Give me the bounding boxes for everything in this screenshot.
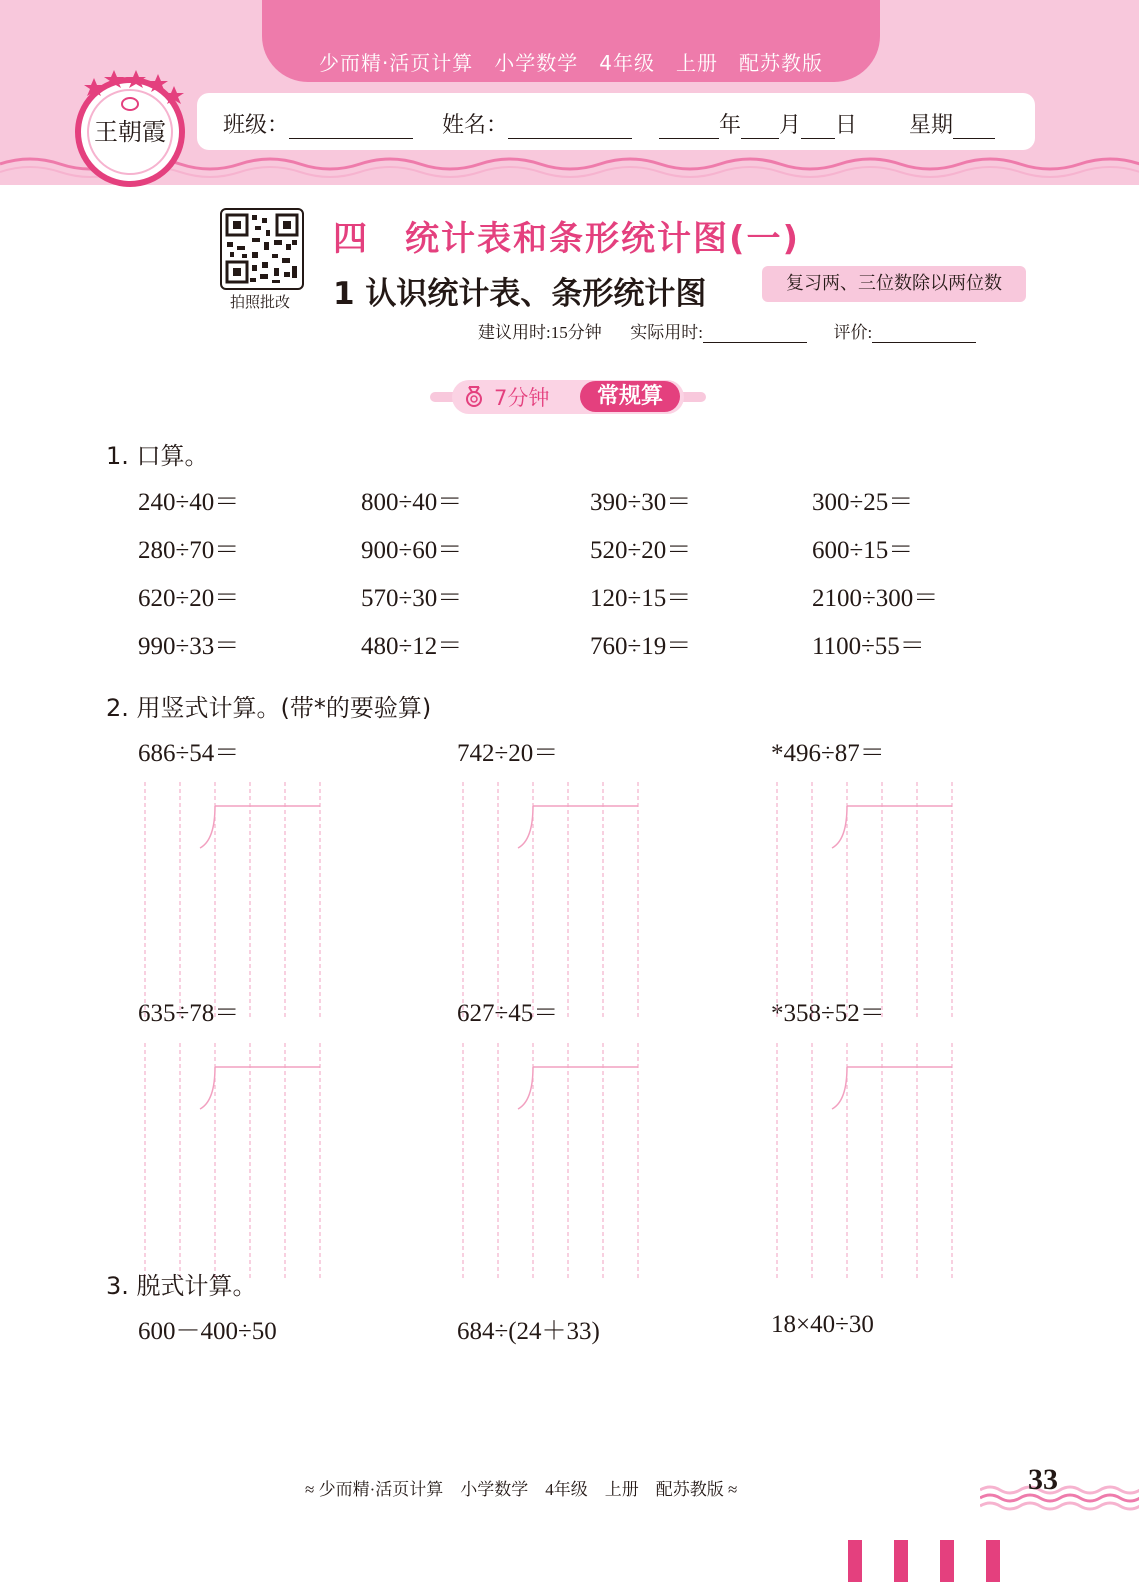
vertical-item: 635÷78＝ [138, 1000, 240, 1027]
review-tag: 复习两、三位数除以两位数 [762, 266, 1026, 302]
division-grid[interactable] [140, 782, 330, 1017]
division-grid[interactable] [772, 1043, 962, 1278]
page-number: 33 [1028, 1463, 1058, 1496]
timer-badge: 常规算 [580, 381, 680, 412]
division-bracket [200, 1067, 215, 1109]
lesson-title: 1 认识统计表、条形统计图 [333, 276, 707, 312]
year-field[interactable] [659, 116, 719, 139]
oral-item: 570÷30＝ [361, 585, 463, 612]
vertical-item: 742÷20＝ [457, 740, 559, 767]
division-grid[interactable] [458, 782, 648, 1017]
vertical-item: *358÷52＝ [771, 1000, 885, 1027]
brand-logo [74, 68, 190, 190]
oral-item: 1100÷55＝ [812, 633, 925, 660]
oral-item: 240÷40＝ [138, 489, 240, 516]
chapter-title: 四 统计表和条形统计图(一) [333, 219, 801, 259]
q2-title: 2. 用竖式计算。(带*的要验算) [106, 694, 432, 722]
week-field[interactable] [953, 116, 995, 139]
qr-code[interactable] [220, 208, 304, 290]
oral-item: 620÷20＝ [138, 585, 240, 612]
series-title: 少而精·活页计算 小学数学 4年级 上册 配苏教版 [318, 51, 824, 75]
name-field[interactable] [508, 116, 632, 139]
qr-code-icon [222, 210, 302, 288]
oral-item: 900÷60＝ [361, 537, 463, 564]
oral-item: 2100÷300＝ [812, 585, 939, 612]
logo-text: 王朝霞 [94, 118, 166, 146]
timer-minutes: 7分钟 [494, 386, 550, 410]
medal-icon [462, 385, 486, 409]
day-label: 日 [835, 113, 858, 138]
class-field[interactable] [289, 116, 413, 139]
vertical-item: *496÷87＝ [771, 740, 885, 767]
month-label: 月 [779, 113, 802, 138]
division-bracket [518, 1067, 533, 1109]
actual-time-field[interactable] [703, 324, 807, 343]
name-label: 姓名： [442, 113, 509, 138]
student-info-bar [197, 93, 1035, 150]
day-field[interactable] [801, 116, 835, 139]
oral-item: 990÷33＝ [138, 633, 240, 660]
rating-field[interactable] [872, 324, 976, 343]
oral-item: 390÷30＝ [590, 489, 692, 516]
stepwise-item: 600－400÷50 [138, 1318, 277, 1345]
rating-label: 评价: [833, 323, 873, 342]
stepwise-item: 18×40÷30 [771, 1311, 874, 1338]
footer-text: ≈ 少而精·活页计算 小学数学 4年级 上册 配苏教版 ≈ [305, 1480, 738, 1499]
suggested-time: 建议用时:15分钟 [478, 323, 602, 342]
division-bracket [200, 806, 215, 848]
division-bracket [832, 1067, 847, 1109]
stepwise-item: 684÷(24＋33) [457, 1318, 600, 1345]
actual-time-label: 实际用时: [630, 323, 703, 342]
time-row [478, 318, 976, 343]
week-label: 星期 [909, 113, 954, 138]
oral-item: 800÷40＝ [361, 489, 463, 516]
edge-tabs [848, 1540, 1008, 1582]
oral-item: 480÷12＝ [361, 633, 463, 660]
vertical-item: 686÷54＝ [138, 740, 240, 767]
qr-label: 拍照批改 [229, 293, 290, 311]
oral-item: 280÷70＝ [138, 537, 240, 564]
vertical-item: 627÷45＝ [457, 1000, 559, 1027]
division-grid[interactable] [458, 1043, 648, 1278]
oral-item: 520÷20＝ [590, 537, 692, 564]
oral-item: 120÷15＝ [590, 585, 692, 612]
month-field[interactable] [741, 116, 779, 139]
page-wave [980, 1476, 1139, 1516]
year-label: 年 [719, 113, 742, 138]
division-grid[interactable] [772, 782, 962, 1017]
oral-item: 300÷25＝ [812, 489, 914, 516]
oral-item: 600÷15＝ [812, 537, 914, 564]
division-bracket [518, 806, 533, 848]
q1-title: 1. 口算。 [106, 442, 209, 470]
division-grid[interactable] [140, 1043, 330, 1278]
division-bracket [832, 806, 847, 848]
q3-title: 3. 脱式计算。 [106, 1272, 257, 1300]
oral-item: 760÷19＝ [590, 633, 692, 660]
class-label: 班级： [223, 113, 290, 138]
